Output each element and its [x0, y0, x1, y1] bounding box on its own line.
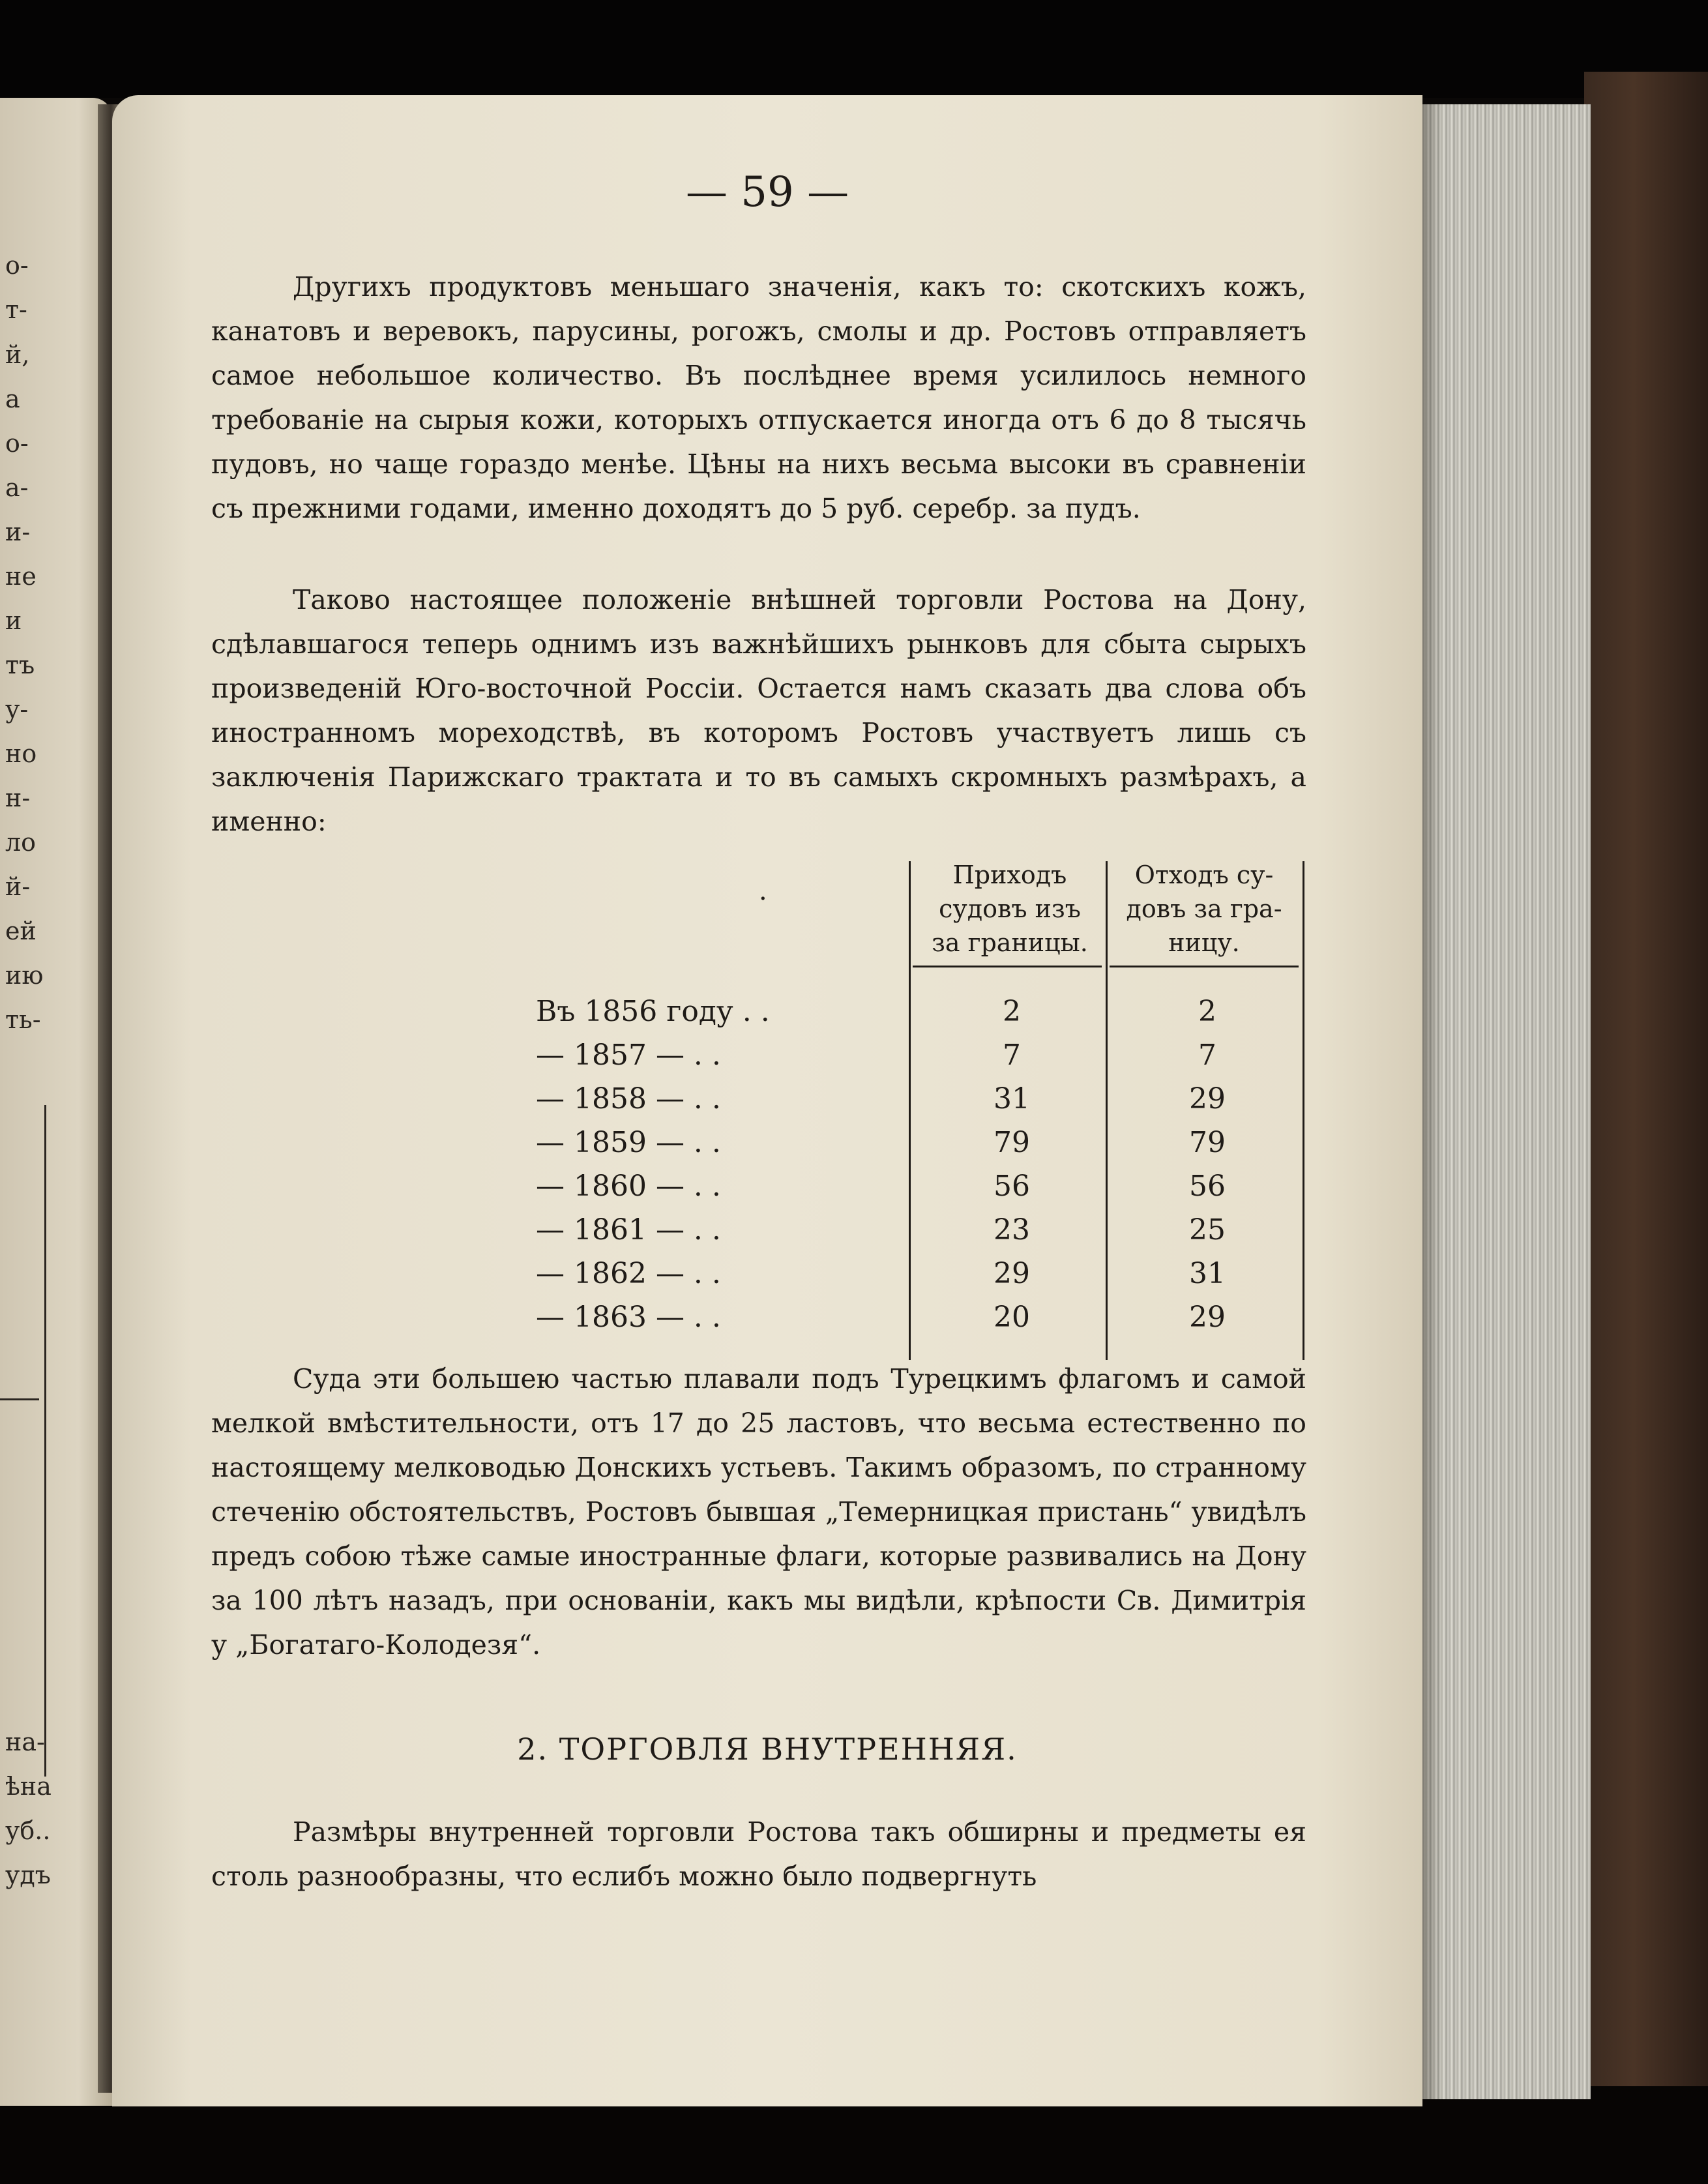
left-page-dash	[0, 1398, 39, 1400]
left-page-fragment: и-	[5, 518, 31, 546]
left-page-fragment: н-	[5, 784, 31, 812]
table-row-label: — 1860 — . .	[536, 1170, 721, 1203]
left-page-fragment: ло	[5, 828, 37, 857]
table-cell-departures: 25	[1189, 1213, 1226, 1247]
table-cell-departures: 31	[1189, 1257, 1226, 1290]
page-edges	[1422, 104, 1591, 2099]
table-cell-arrivals: 29	[994, 1257, 1030, 1290]
header-line: судовъ изъ	[939, 894, 1081, 923]
table-cell-departures: 29	[1189, 1301, 1226, 1334]
paragraph-2: Таково настоящее положеніе внѣшней торговли Ростова на Дону, сдѣлавшагося теперь однимъ изъ важнѣйшихъ рынковъ для сбыта сырыхъ произведеній Юго-восточной Россіи. Остается намъ сказать два слова объ иностранномъ мореходствѣ, въ которомъ Ростовъ участвуетъ лишь съ заключенія Парижскаго трактата и то въ самыхъ скромныхъ размѣрахъ, а именно:	[211, 584, 1306, 837]
table-header-rule	[1110, 966, 1299, 967]
table-cell-departures: 29	[1189, 1082, 1226, 1115]
book-cover-top	[0, 0, 1708, 98]
table-cell-arrivals: 23	[994, 1213, 1030, 1247]
table-cell-departures: 7	[1198, 1039, 1216, 1072]
left-page-fragment: о-	[5, 429, 29, 458]
table-row-label: — 1863 — . .	[536, 1301, 721, 1334]
header-line: довъ за гра-	[1126, 894, 1282, 923]
paragraph-4: Размѣры внутренней торговли Ростова такъ обширны и предметы ея столь разнообразны, что еслибъ можно было подвергнуть	[211, 1816, 1306, 1892]
left-page-fragment: о-	[5, 251, 29, 280]
left-page-fragment: не	[5, 562, 37, 591]
left-page-fragment: а	[5, 385, 20, 413]
left-page-fragment: уб..	[5, 1816, 51, 1845]
table-header-rule	[913, 966, 1102, 967]
left-page-fragment: удъ	[5, 1861, 51, 1889]
table-cell-arrivals: 7	[1003, 1039, 1021, 1072]
left-page	[0, 98, 112, 2106]
header-line: Отходъ су-	[1134, 861, 1274, 889]
left-page-fragment: ть-	[5, 1005, 41, 1034]
table-cell-arrivals: 20	[994, 1301, 1030, 1334]
section-heading: 2. ТОРГОВЛЯ ВНУТРЕННЯЯ.	[517, 1732, 1018, 1767]
table-row-label: — 1861 — . .	[536, 1213, 721, 1247]
stray-mark: ·	[759, 884, 767, 914]
book-page	[112, 95, 1422, 2106]
left-page-fragment: й-	[5, 872, 31, 901]
table-cell-arrivals: 56	[994, 1170, 1030, 1203]
table-divider	[1106, 861, 1108, 1360]
table-divider	[1303, 861, 1304, 1360]
left-page-fragment: но	[5, 739, 37, 768]
paragraph-1: Другихъ продуктовъ меньшаго значенія, какъ то: скотскихъ кожъ, канатовъ и веревокъ, парусины, рогожъ, смолы и др. Ростовъ отправляетъ самое небольшое количество. Въ послѣднее время усилилось немного требованіе на сырыя кожи, которыхъ отпускается иногда отъ 6 до 8 тысячь пудовъ, но чаще гораздо менѣе. Цѣны на нихъ весьма высоки въ сравненіи съ прежними годами, именно доходятъ до 5 руб. серебр. за пудъ.	[211, 271, 1306, 524]
table-cell-departures: 56	[1189, 1170, 1226, 1203]
table-cell-departures: 2	[1198, 995, 1216, 1028]
header-line: Приходъ	[952, 861, 1067, 889]
left-page-fragment: ѣна	[5, 1772, 52, 1801]
left-page-fragment: ей	[5, 917, 37, 945]
left-page-fragment: т-	[5, 295, 27, 324]
left-page-fragment: ию	[5, 961, 44, 990]
table-header-departures	[1110, 858, 1299, 960]
table-cell-arrivals: 2	[1003, 995, 1021, 1028]
left-page-fragment: тъ	[5, 651, 35, 679]
table-header-arrivals	[915, 858, 1104, 960]
left-page-fragment: на-	[5, 1728, 45, 1756]
page-edges-shadow	[1422, 104, 1442, 2099]
left-page-fragment: й,	[5, 340, 30, 369]
table-cell-departures: 79	[1189, 1126, 1226, 1159]
table-row-label: — 1859 — . .	[536, 1126, 721, 1159]
left-page-fragment: у-	[5, 695, 29, 724]
book-cover-right	[1584, 72, 1708, 2093]
left-page-fragment: а-	[5, 473, 29, 502]
left-page-fragment: и	[5, 606, 22, 635]
left-page-rule	[44, 1105, 46, 1777]
table-row-label: Въ 1856 году . .	[536, 995, 770, 1028]
page-number: — 59 —	[685, 168, 849, 216]
table-divider	[909, 861, 911, 1360]
header-line: ницу.	[1168, 928, 1240, 957]
paragraph-3: Суда эти большею частью плавали подъ Турецкимъ флагомъ и самой мелкой вмѣстительности, отъ 17 до 25 ластовъ, что весьма естественно по настоящему мелководью Донскихъ устьевъ. Такимъ образомъ, по странному стеченію обстоятельствъ, Ростовъ бывшая „Темерницкая пристань“ увидѣлъ предъ собою тѣже самые иностранные флаги, которые развивались на Дону за 100 лѣтъ назадъ, при основаніи, какъ мы видѣли, крѣпости Св. Димитрія у „Богатаго-Колодезя“.	[211, 1363, 1306, 1660]
table-cell-arrivals: 31	[994, 1082, 1030, 1115]
table-row-label: — 1858 — . .	[536, 1082, 721, 1115]
header-line: за границы.	[932, 928, 1088, 957]
table-cell-arrivals: 79	[994, 1126, 1030, 1159]
table-row-label: — 1857 — . .	[536, 1039, 721, 1072]
table-row-label: — 1862 — . .	[536, 1257, 721, 1290]
